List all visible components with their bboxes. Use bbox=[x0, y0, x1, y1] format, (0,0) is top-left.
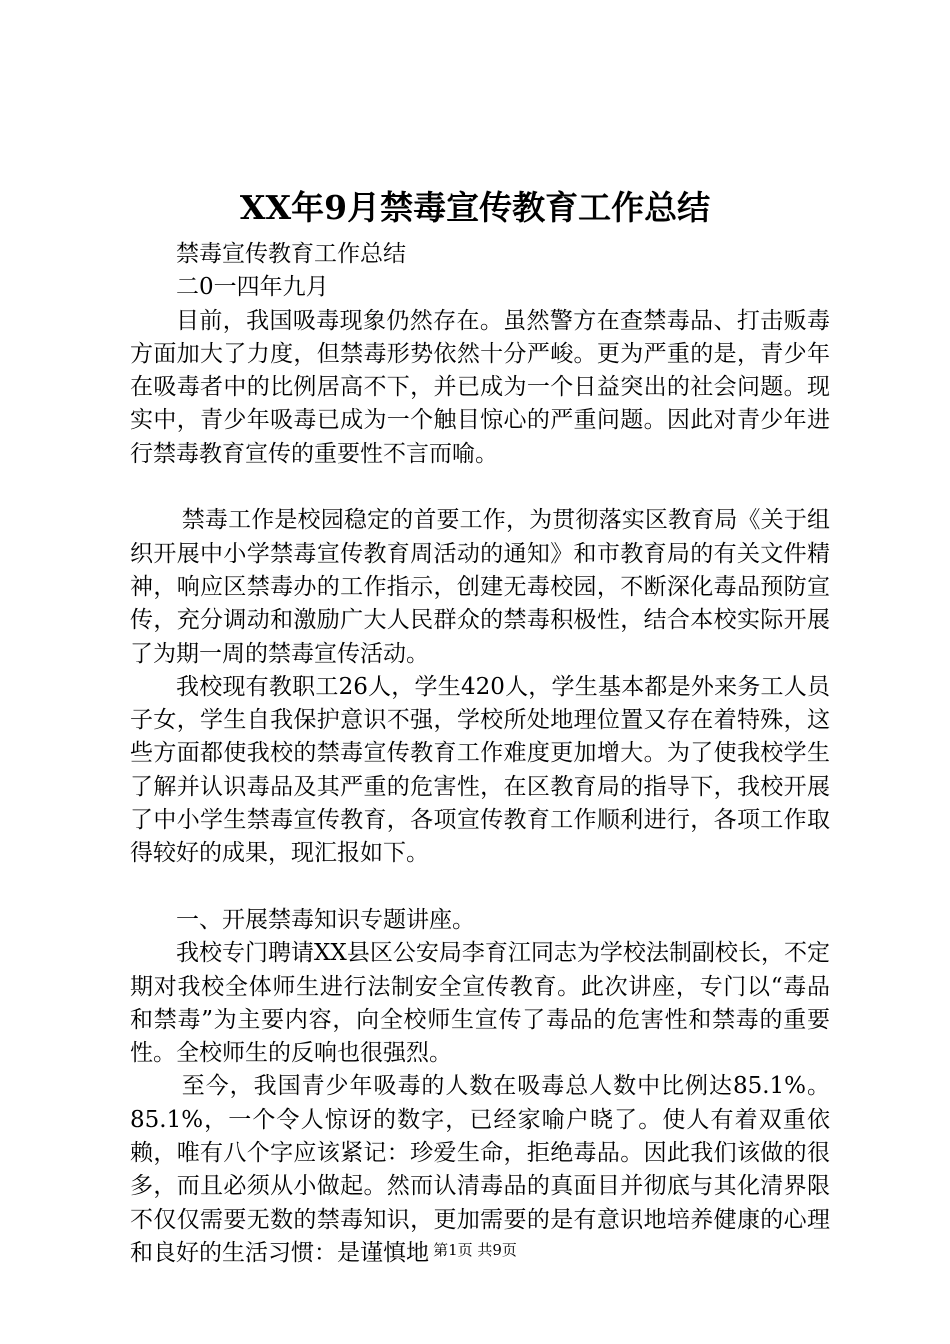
date-line: 二0一四年九月 bbox=[176, 274, 329, 301]
paragraph-statistics: 至今，我国青少年吸毒的人数在吸毒总人数中比例达85.1%。85.1%，一个令人惊讶的数字，已经家喻户晓了。使人有着双重依赖，唯有八个字应该紧记：珍爱生命，拒绝毒品。因此我们该做的很多，而且必须从小做起。然而认清毒品的真面目并彻底与其化清界限不仅仅需要无数的禁毒知识，更加需要的是有意识地培养健康的心理和良好的生活习惯：是谨慎地 bbox=[130, 1073, 830, 1266]
subtitle-line: 禁毒宣传教育工作总结 bbox=[176, 241, 406, 267]
paragraph-school-info: 我校现有教职工26人，学生420人，学生基本都是外来务工人员子女，学生自我保护意识不强，学校所处地理位置又存在着特殊，这些方面都使我校的禁毒宣传教育工作难度更加增大。为了使我校学生了解并认识毒品及其严重的危害性，在区教育局的指导下，我校开展了中小学生禁毒宣传教育，各项宣传教育工作顺利进行，各项工作取得较好的成果，现汇报如下。 bbox=[130, 673, 830, 867]
paragraph-lecture: 我校专门聘请XX县区公安局李育江同志为学校法制副校长，不定期对我校全体师生进行法制安全宣传教育。此次讲座，专门以“毒品和禁毒”为主要内容，向全校师生宣传了毒品的危害性和禁毒的重要性。全校师生的反响也很强烈。 bbox=[130, 940, 830, 1067]
section-heading-1: 一、开展禁毒知识专题讲座。 bbox=[176, 906, 475, 933]
document-body bbox=[130, 238, 830, 1270]
document-title: XX年9月禁毒宣传教育工作总结 bbox=[239, 188, 711, 227]
paragraph-purpose: 禁毒工作是校园稳定的首要工作，为贯彻落实区教育局《关于组织开展中小学禁毒宣传教育周活动的通知》和市教育局的有关文件精神，响应区禁毒办的工作指示，创建无毒校园，不断深化毒品预防宣传，充分调动和激励广大人民群众的禁毒积极性，结合本校实际开展了为期一周的禁毒宣传活动。 bbox=[130, 507, 830, 667]
paragraph-intro: 目前，我国吸毒现象仍然存在。虽然警方在查禁毒品、打击贩毒方面加大了力度，但禁毒形势依然十分严峻。更为严重的是，青少年在吸毒者中的比例居高不下，并已成为一个日益突出的社会问题。现实中，青少年吸毒已成为一个触目惊心的严重问题。因此对青少年进行禁毒教育宣传的重要性不言而喻。 bbox=[130, 307, 830, 467]
page-footer: 第1页 共9页 bbox=[433, 1241, 517, 1259]
